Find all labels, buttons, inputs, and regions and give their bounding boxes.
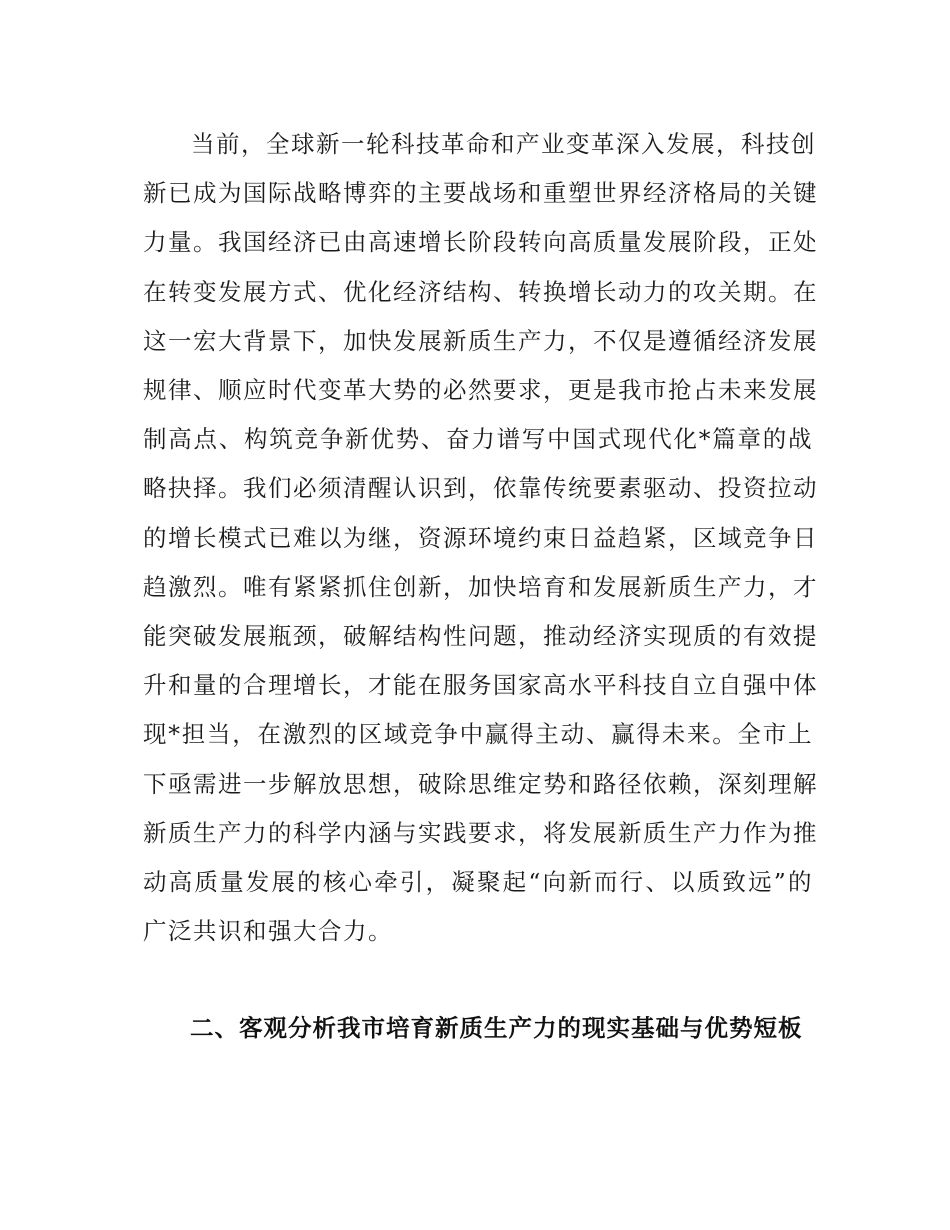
- paragraph-line: 力量。我国经济已由高速增长阶段转向高质量发展阶段，正处: [143, 228, 818, 257]
- paragraph-line: 能突破发展瓶颈，破解结构性问题，推动经济实现质的有效提: [143, 622, 818, 651]
- section-heading: 二、客观分析我市培育新质生产力的现实基础与优势短板: [190, 1014, 803, 1042]
- paragraph-line: 趋激烈。唯有紧紧抓住创新，加快培育和发展新质生产力，才: [143, 572, 818, 601]
- paragraph-line: 动高质量发展的核心牵引，凝聚起“向新而行、以质致远”的: [143, 868, 813, 897]
- paragraph-line: 的增长模式已难以为继，资源环境约束日益趋紧，区域竞争日: [143, 523, 818, 552]
- paragraph-line: 制高点、构筑竞争新优势、奋力谱写中国式现代化*篇章的战: [143, 425, 813, 454]
- paragraph-line: 当前，全球新一轮科技革命和产业变革深入发展，科技创: [191, 130, 816, 158]
- paragraph-line: 在转变发展方式、优化经济结构、转换增长动力的攻关期。在: [143, 277, 818, 306]
- paragraph-line: 升和量的合理增长，才能在服务国家高水平科技自立自强中体: [143, 671, 818, 700]
- paragraph-line: 新已成为国际战略博弈的主要战场和重塑世界经济格局的关键: [143, 179, 818, 208]
- paragraph-line: 略抉择。我们必须清醒认识到，依靠传统要素驱动、投资拉动: [143, 474, 818, 503]
- paragraph-line: 规律、顺应时代变革大势的必然要求，更是我市抢占未来发展: [143, 376, 818, 405]
- paragraph-line: 这一宏大背景下，加快发展新质生产力，不仅是遵循经济发展: [143, 326, 818, 355]
- paragraph-line: 新质生产力的科学内涵与实践要求，将发展新质生产力作为推: [143, 818, 818, 847]
- paragraph-line: 下亟需进一步解放思想，破除思维定势和路径依赖，深刻理解: [143, 769, 818, 798]
- paragraph-line: 广泛共识和强大合力。: [143, 917, 393, 946]
- paragraph-line: 现*担当，在激烈的区域竞争中赢得主动、赢得未来。全市上: [143, 720, 813, 749]
- body-paragraph: [143, 120, 818, 956]
